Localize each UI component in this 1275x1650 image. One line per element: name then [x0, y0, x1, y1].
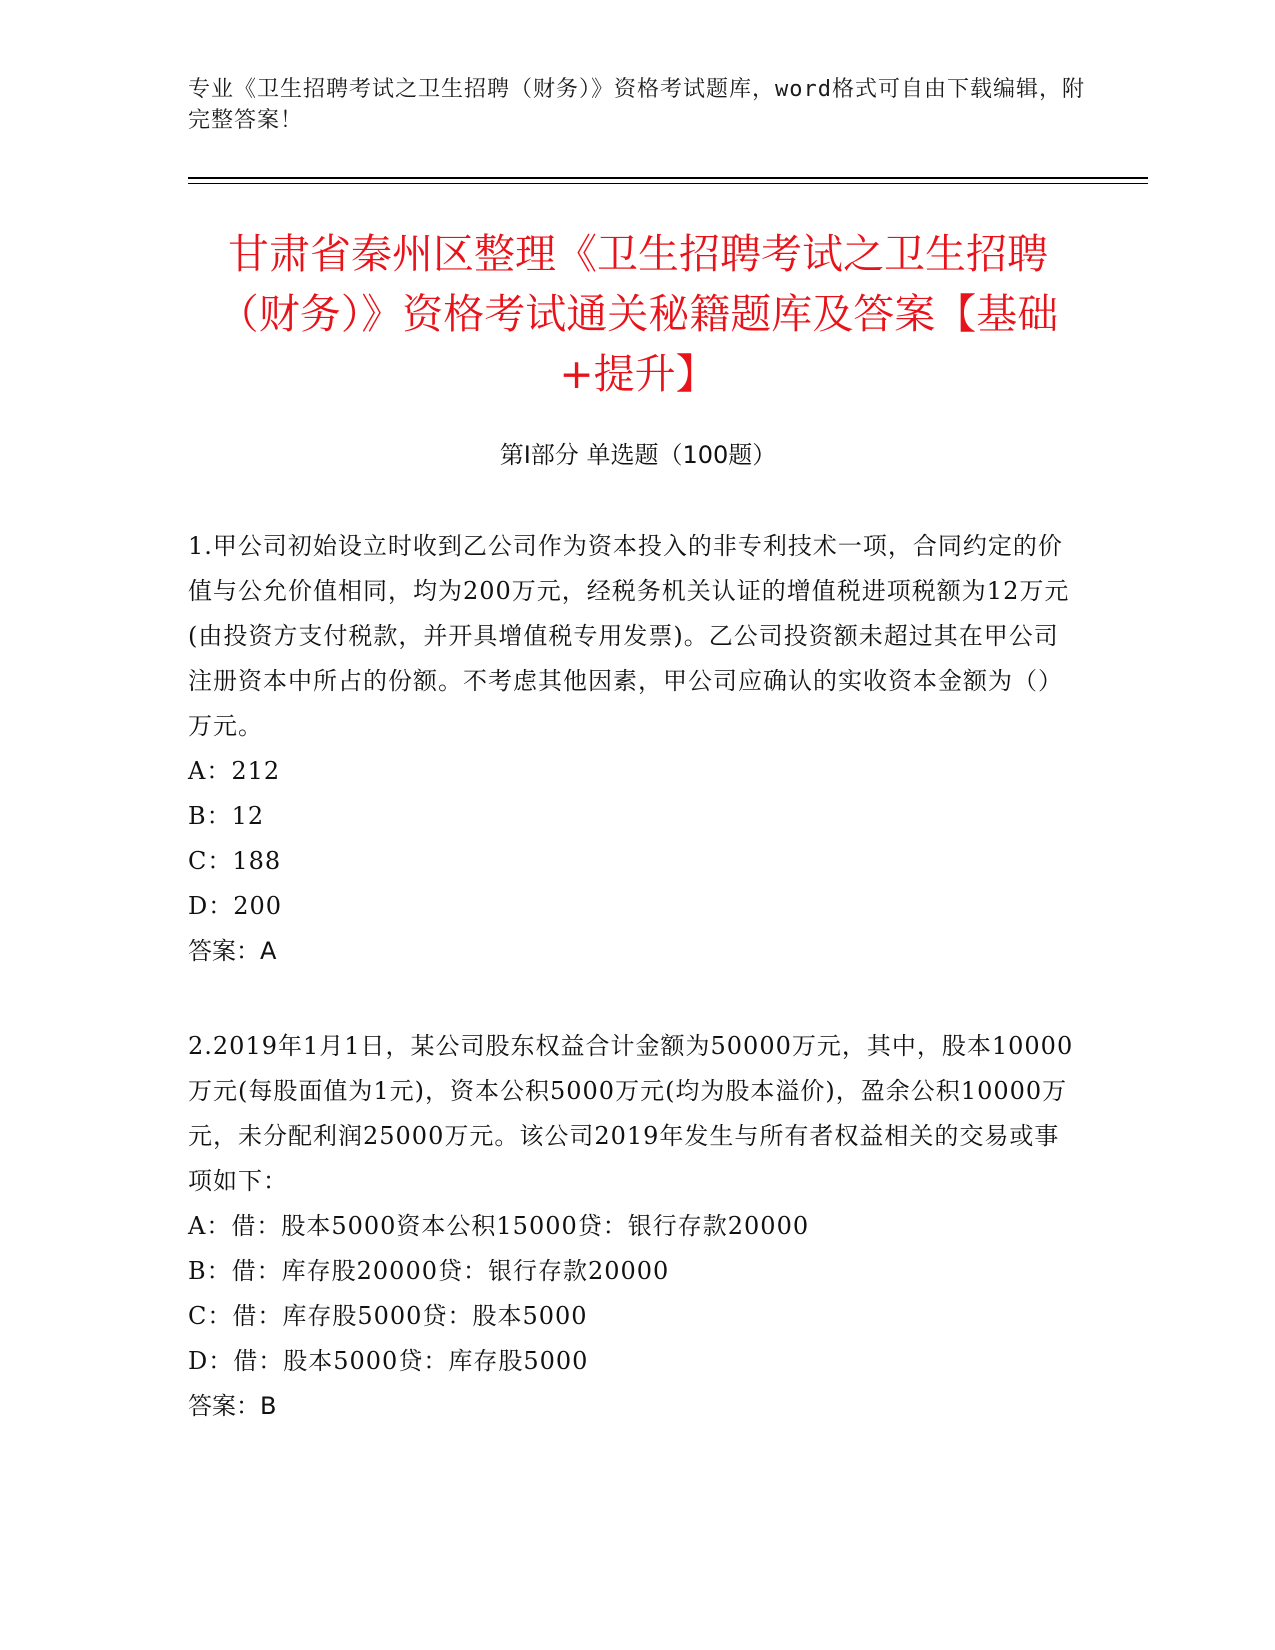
header-divider-thick — [188, 177, 1148, 179]
option-d: D：200 — [188, 892, 283, 920]
header-note: 专业《卫生招聘考试之卫生招聘（财务）》资格考试题库，word格式可自由下载编辑，附完整答案！ — [188, 77, 1085, 133]
document-title: 甘肃省秦州区整理《卫生招聘考试之卫生招聘（财务）》资格考试通关秘籍题库及答案【基础+提升】 — [217, 230, 1059, 398]
header-divider-thin — [188, 183, 1148, 184]
question-stem: 1.甲公司初始设立时收到乙公司作为资本投入的非专利技术一项，合同约定的价值与公允价值相同，均为200万元，经税务机关认证的增值税进项税额为12万元(由投资方支付税款，并开具增值税专用发票)。乙公司投资额未超过其在甲公司注册资本中所占的份额。不考虑其他因素，甲公司应确认的实收资本金额为（）万元。 — [188, 532, 1070, 740]
option-a: A：212 — [188, 757, 281, 785]
question-stem: 2.2019年1月1日，某公司股东权益合计金额为50000万元，其中，股本10000万元(每股面值为1元)，资本公积5000万元(均为股本溢价)，盈余公积10000万元，未分配利润25000万元。该公司2019年发生与所有者权益相关的交易或事项如下： — [188, 1032, 1074, 1195]
option-b: B：借：库存股20000贷：银行存款20000 — [188, 1257, 670, 1285]
option-d: D：借：股本5000贷：库存股5000 — [188, 1347, 589, 1375]
option-list — [188, 1204, 1078, 1384]
answer-line: 答案：A — [188, 937, 277, 965]
section-heading: 第Ⅰ部分 单选题（100题） — [499, 441, 777, 469]
answer-line: 答案：B — [188, 1392, 277, 1420]
question-2 — [188, 1024, 1078, 1429]
option-b: B：12 — [188, 802, 265, 830]
option-c: C：借：库存股5000贷：股本5000 — [188, 1302, 588, 1330]
option-a: A：借：股本5000资本公积15000贷：银行存款20000 — [188, 1212, 810, 1240]
option-c: C：188 — [188, 847, 282, 875]
option-list — [188, 749, 1078, 929]
question-1 — [188, 524, 1078, 974]
